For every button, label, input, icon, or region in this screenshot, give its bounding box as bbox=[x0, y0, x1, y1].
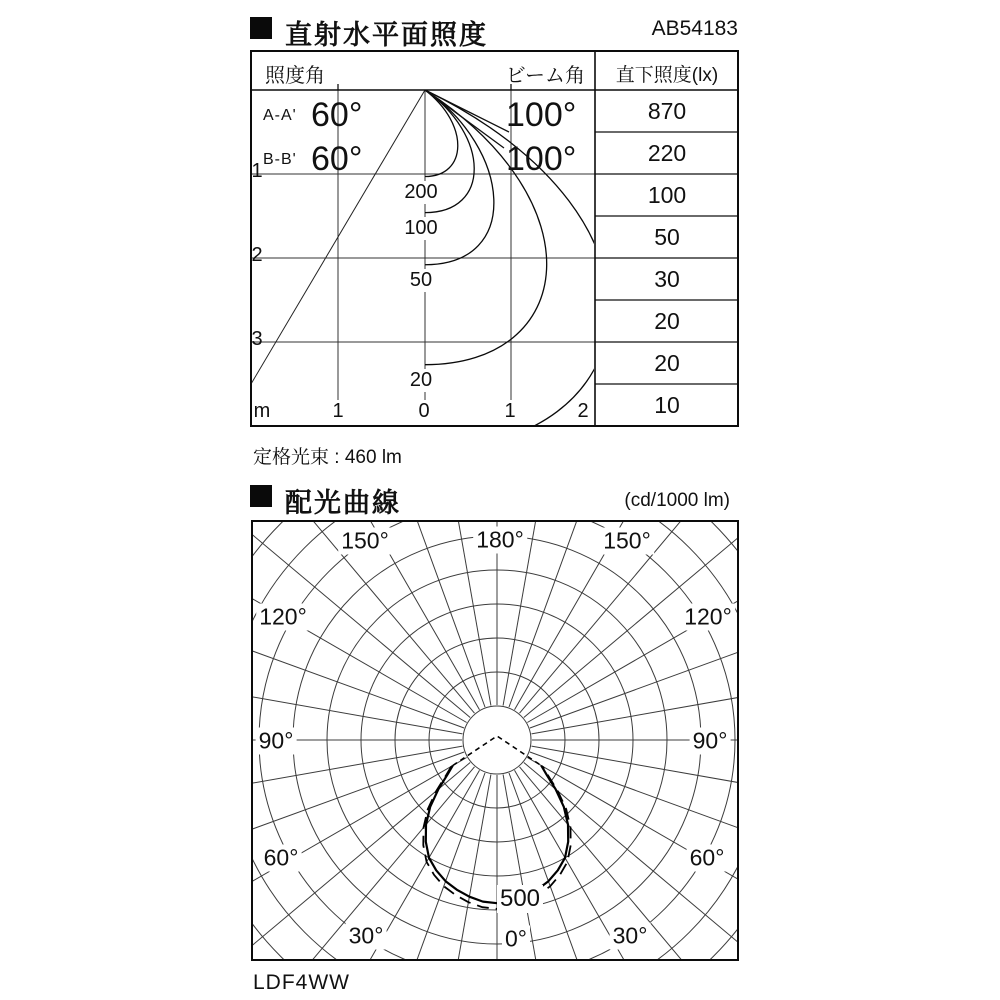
polar-angle-label-120: 120° bbox=[681, 604, 735, 631]
depth-axis-label: 2 bbox=[251, 244, 263, 266]
rated-luminous-flux: 定格光束 : 460 lm bbox=[253, 447, 402, 468]
curve-intensity-label: 500 bbox=[497, 885, 543, 913]
polar-radial-line bbox=[157, 746, 462, 800]
polar-angle-label-60: 60° bbox=[261, 845, 302, 872]
polar-angle-label-30: 30° bbox=[610, 923, 651, 950]
horizontal-axis-label: 1 bbox=[504, 400, 516, 422]
polar-angle-label-90: 90° bbox=[256, 728, 297, 755]
horizontal-axis-label: 1 bbox=[332, 400, 344, 422]
illuminance-angle-aa: 60° bbox=[311, 96, 363, 134]
polar-radial-line bbox=[379, 416, 485, 707]
isolux-value-label: 100 bbox=[401, 217, 440, 240]
depth-unit-label: m bbox=[253, 400, 271, 422]
polar-radial-line bbox=[173, 752, 464, 858]
polar-radial-line bbox=[157, 680, 462, 734]
candela-unit-label: (cd/1000 lm) bbox=[624, 490, 730, 511]
direct-illuminance-value: 100 bbox=[647, 182, 687, 208]
depth-axis-label: 1 bbox=[251, 160, 263, 182]
polar-angle-label-180: 180° bbox=[473, 527, 527, 554]
direct-illuminance-value: 20 bbox=[654, 308, 680, 334]
plane-label-bb: B-B' bbox=[263, 151, 297, 168]
polar-radial-line bbox=[325, 770, 480, 1000]
column-header-illuminance-angle: 照度角 bbox=[265, 65, 325, 87]
isolux-value-label: 50 bbox=[407, 269, 435, 292]
polar-radial-line bbox=[531, 680, 836, 734]
polar-radial-line bbox=[530, 622, 821, 728]
polar-angle-label-120: 120° bbox=[256, 604, 310, 631]
direct-illuminance-value: 220 bbox=[647, 140, 687, 166]
polar-radial-line bbox=[509, 416, 615, 707]
isolux-value-label: 200 bbox=[401, 181, 440, 204]
polar-radial-line bbox=[275, 476, 474, 713]
horizontal-axis-label: 0 bbox=[418, 400, 430, 422]
direct-illuminance-value: 20 bbox=[654, 350, 680, 376]
beam-angle-aa: 100° bbox=[506, 96, 577, 134]
section-title-distribution: 配光曲線 bbox=[285, 488, 401, 518]
polar-angle-label-150: 150° bbox=[600, 528, 654, 555]
polar-radial-line bbox=[531, 746, 836, 800]
section-title-illuminance: 直射水平面照度 bbox=[285, 20, 488, 50]
column-header-direct-illuminance: 直下照度(lx) bbox=[615, 65, 719, 86]
depth-axis-label: 3 bbox=[251, 328, 263, 350]
polar-angle-label-30: 30° bbox=[346, 923, 387, 950]
polar-ring bbox=[463, 706, 531, 774]
direct-illuminance-value: 10 bbox=[654, 392, 680, 418]
direct-illuminance-value: 30 bbox=[654, 266, 680, 292]
illuminance-angle-bb: 60° bbox=[311, 140, 363, 178]
model-number: LDF4WW bbox=[253, 971, 350, 994]
polar-radial-line bbox=[530, 752, 821, 858]
horizontal-axis-label: 2 bbox=[577, 400, 589, 422]
plane-label-aa: A-A' bbox=[263, 107, 297, 124]
polar-radial-line bbox=[519, 476, 718, 713]
beam-angle-bb: 100° bbox=[506, 140, 577, 178]
direct-illuminance-value: 50 bbox=[654, 224, 680, 250]
polar-angle-label-150: 150° bbox=[338, 528, 392, 555]
polar-angle-label-0: 0° bbox=[502, 926, 530, 953]
polar-radial-line bbox=[379, 773, 485, 1000]
direct-illuminance-value: 870 bbox=[647, 98, 687, 124]
column-header-beam-angle: ビーム角 bbox=[505, 65, 585, 87]
product-code: AB54183 bbox=[651, 17, 738, 40]
distribution-curve-center bbox=[453, 736, 541, 766]
polar-angle-label-60: 60° bbox=[687, 845, 728, 872]
isolux-value-label: 20 bbox=[407, 369, 435, 392]
polar-radial-line bbox=[173, 622, 464, 728]
polar-angle-label-90: 90° bbox=[690, 728, 731, 755]
